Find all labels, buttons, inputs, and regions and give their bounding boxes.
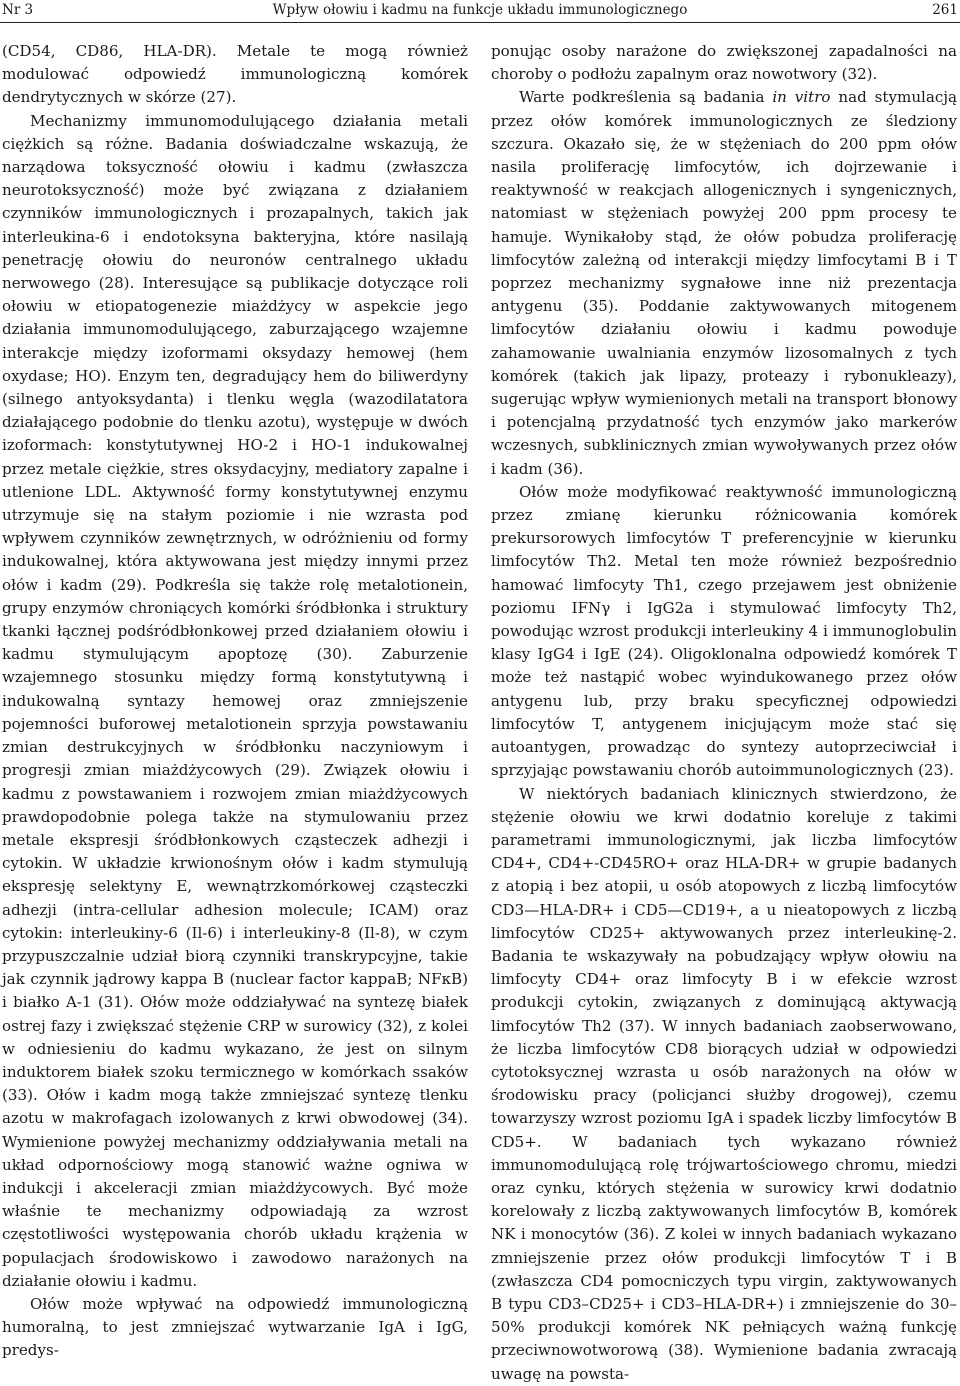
running-title: Wpływ ołowiu i kadmu na funkcje układu immunologicznego xyxy=(272,2,688,18)
paragraph: (CD54, CD86, HLA-DR). Metale te mogą również modulować odpowiedź immunologiczną komórek dendrytycznych w skórze (27). xyxy=(2,42,468,107)
paragraph: Ołów może wpływać na odpowiedź immunologiczną humoralną, to jest zmniejszać wytwarzanie IgA i IgG, predys- xyxy=(2,1294,468,1360)
header-divider xyxy=(0,22,960,23)
page-number-left: Nr 3 xyxy=(2,2,34,18)
paragraph: ponując osoby narażone do zwiększonej zapadalności na choroby o podłożu zapalnym oraz nowotwory (32). xyxy=(491,42,957,84)
page-number-right: 261 xyxy=(932,2,958,18)
left-column xyxy=(2,40,468,1363)
running-header xyxy=(0,0,960,20)
paragraph: Warte podkreślenia są badania in vitro nad stymulacją przez ołów komórek immunologicznych ze śledziony szczura. Okazało się, że w stężeniach do 200 ppm ołów nasila proliferację limfocytów, ich dojrzewanie i reaktywność w reakcjach allogenicznych i syngenicznych, natomiast w stężeniach powyżej 200 ppm procesy te hamuje. Wynikałoby stąd, że ołów pobudza proliferację limfocytów zależną od interakcji między limfocytami B i T poprzez mechanizmy sygnałowe inne niż prezentacja antygenu (35). Poddanie zaktywowanych mitogenem limfocytów działaniu ołowiu i kadmu powoduje zahamowanie uwalniania enzymów lizosomalnych z tych komórek (takich jak lipazy, proteazy i rybonukleazy), sugerując wpływ wymienionych metali na transport błonowy i potencjalną przydatność tych enzymów jako markerów wczesnych, subklinicznych zmian wywoływanych przez ołów i kadm (36). xyxy=(491,88,958,478)
paragraph: Mechanizmy immunomodulującego działania metali ciężkich są różne. Badania doświadczalne wskazują, że narządowa toksyczność ołowiu i kadmu (zwłaszcza neurotoksyczność) może być związana z działaniem czynników immunologicznych i prozapalnych, takich jak interleukina-6 i endotoksyna bakteryjna, które nasilają penetrację ołowiu do neuronów centralnego układu nerwowego (28). Interesujące są publikacje dotyczące roli ołowiu w etiopatogenezie miażdżycy w aspekcie jego działania immunomodulującego, zaburzającego wzajemne interakcje między izoformami oksydazy hemowej (hem oxydase; HO). Enzym ten, degradujący hem do biliwerdyny (silnego antyoksydanta) i tlenku węgla (wazodilatatora działającego podobnie do tlenku azotu), występuje w dwóch izoformach: konstytutywnej HO-2 i HO-1 indukowalnej przez metale ciężkie, stres oksydacyjny, mediatory zapalne i utlenione LDL. Aktywność formy konstytutywnej enzymu utrzymuje się na stałym poziomie i nie wzrasta pod wpływem czynników zewnętrznych, w odróżnieniu od formy indukowalnej, która aktywowana jest między innymi przez ołów i kadm (29). Podkreśla się także rolę metalotionein, grupy enzymów chroniących komórki śródbłonka i struktury tkanki łącznej podśródbłonkowej przed działaniem ołowiu i kadmu stymulującym apoptozę (30). Zaburzenie wzajemnego stosunku między formą konstytutywną i indukowalną syntazy hemowej oraz zmniejszenie pojemności buforowej metalotionein sprzyja powstawaniu zmian destrukcyjnych w śródbłonku naczyniowym i progresji zmian miażdżycowych (29). Związek ołowiu i kadmu z powstawaniem i rozwojem zmian miażdżycowych prawdopodobnie polega także na stymulowaniu przez metale ekspresji śródbłonkowych cząsteczek adhezji i cytokin. W układzie krwionośnym ołów i kadm stymulują ekspresję selektyny E, wewnątrzkomórkowej cząsteczki adhezji (intra-cellular adhesion molecule; ICAM) oraz cytokin: interleukiny-6 (Il-6) i interleukiny-8 (Il-8), w czym przypuszczalnie udział biorą czynniki transkrypcyjne, takie jak czynnik jądrowy kappa B (nuclear factor kappaB; NFκB) i białko A-1 (31). Ołów może oddziaływać na syntezę białek ostrej fazy i zwiększać stężenie CRP w surowicy (32), z kolei w odniesieniu do kadmu wykazano, że jest on silnym induktorem białek szoku termicznego w komórkach ssaków (33). Ołów i kadm mogą także zmniejszać syntezę tlenku azotu w makrofagach izolowanych z krwi obwodowej (34). Wymienione powyżej mechanizmy oddziaływania metali na układ odpornościowy mogą stanowić ważne ogniwa w indukcji i akceleracji zmian miażdżycowych. Być może właśnie te mechanizmy odpowiadają za wzrost częstotliwości występowania chorób układu krążenia w populacjach środowiskowo i zawodowo narażonych na działanie ołowiu i kadmu. xyxy=(2,111,468,1290)
paragraph: W niektórych badaniach klinicznych stwierdzono, że stężenie ołowiu we krwi dodatnio koreluje z takimi parametrami immunologicznymi, jak liczba limfocytów CD4+, CD4+-CD45RO+ oraz HLA-DR+ w grupie badanych z atopią i bez atopii, u osób atopowych z liczbą limfocytów CD3—HLA-DR+ i CD5—CD19+, a u nieatopowych z liczbą limfocytów CD25+ aktywowanych przez interleukinę-2. Badania te wskazywały na pobudzający wpływ ołowiu na limfocyty CD4+ oraz limfocyty B i w efekcie wzrost produkcji cytokin, związanych z dominującą aktywacją limfocytów Th2 (37). W innych badaniach zaobserwowano, że liczba limfocytów CD8 biorących udział w odpowiedzi cytotoksycznej wzrasta u osób narażonych na ołów w środowisku pracy (policjanci służby drogowej), czemu towarzyszy wzrost poziomu IgA i spadek liczby limfocytów B CD5+. W badaniach tych wykazano również immunomodulującą rolę trójwartościowego chromu, miedzi oraz cynku, których stężenia w surowicy krwi dodatnio korelowały z liczbą zaktywowanych limfocytów B, komórek NK i monocytów (36). Z kolei w innych badaniach wykazano zmniejszenie przez ołów produkcji limfocytów T i B (zwłaszcza CD4 pomocniczych typu virgin, zaktywowanych B typu CD3–CD25+ i CD3–HLA-DR+) i zmniejszenie do 30–50% produkcji komórek NK pełniących ważną funkcję przeciwnowotworową (38). Wymienione badania zwracają uwagę na powsta- xyxy=(491,784,957,1383)
paragraph: Ołów może modyfikować reaktywność immunologiczną przez zmianę kierunku różnicowania komórek prekursorowych limfocytów T preferencyjnie w kierunku limfocytów Th2. Metal ten może również bezpośrednio hamować limfocyty Th1, czego przejawem jest obniżenie poziomu IFNγ i IgG2a i stymulować limfocyty Th2, powodując wzrost produkcji interleukiny 4 i immunoglobulin klasy IgG4 i IgE (24). Oligoklonalna odpowiedź komórek T może też nastąpić wobec wyindukowanego przez ołów antygenu lub, przy braku specyficznej odpowiedzi limfocytów T, antygenem inicjującym może stać się autoantygen, prowadząc do syntezy autoprzeciwciał i sprzyjając powstawaniu chorób autoimmunologicznych (23). xyxy=(491,482,957,780)
italic-term: in vitro xyxy=(772,88,831,107)
right-column xyxy=(491,40,957,1386)
